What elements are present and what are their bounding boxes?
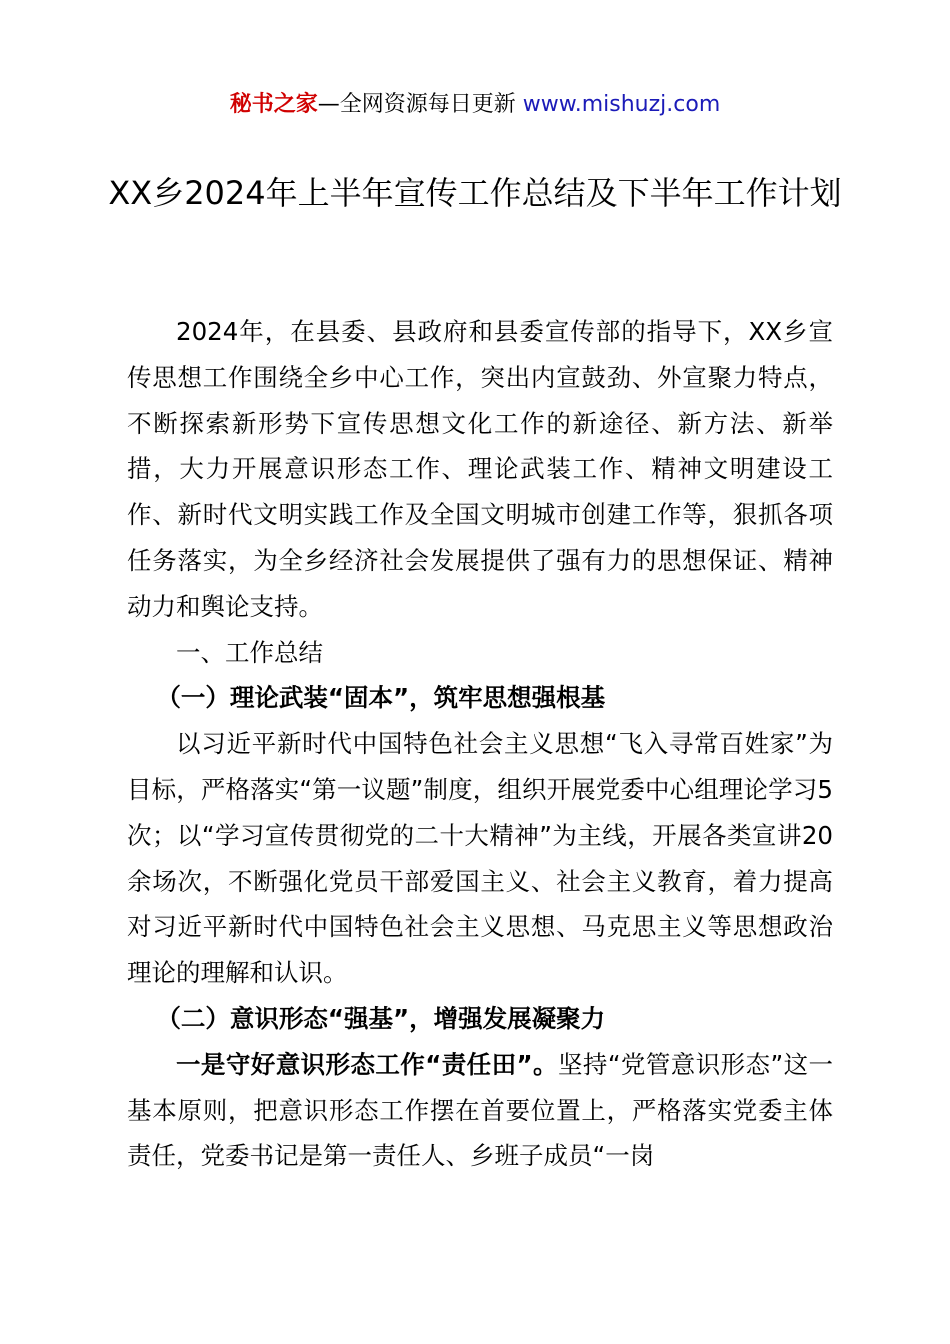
document-body (127, 309, 833, 1179)
ideology-lead: 一是守好意识形态工作“责任田”。 (176, 1049, 558, 1079)
ideology-text: 坚持“党管意识形态”这一基本原则，把意识形态工作摆在首要位置上，严格落实党委主体责任，党委书记是第一责任人、乡班子成员“一岗 (127, 1049, 834, 1171)
intro-paragraph: 2024年，在县委、县政府和县委宣传部的指导下，XX乡宣传思想工作围绕全乡中心工作，突出内宣鼓劲、外宣聚力特点，不断探索新形势下宣传思想文化工作的新途径、新方法、新举措，大力开展意识形态工作、理论武装工作、精神文明建设工作、新时代文明实践工作及全国文明城市创建工作等，狠抓各项任务落实，为全乡经济社会发展提供了强有力的思想保证、精神动力和舆论支持。 (127, 317, 833, 621)
site-url-link[interactable]: www.mishuzj.com (522, 92, 721, 117)
site-brand: 秘书之家 (229, 92, 318, 117)
theory-paragraph: 以习近平新时代中国特色社会主义思想“飞入寻常百姓家”为目标，严格落实“第一议题”制度，组织开展党委中心组理论学习5次；以“学习宣传贯彻党的二十大精神”为主线，开展各类宣讲20余场次，不断强化党员干部爱国主义、社会主义教育，着力提高对习近平新时代中国特色社会主义思想、马克思主义等思想政治理论的理解和认识。 (127, 729, 833, 988)
site-tagline: —全网资源每日更新 (317, 92, 523, 117)
document-title: XX乡2024年上半年宣传工作总结及下半年工作计划 (108, 174, 842, 212)
subsection-heading-ideology: （二）意识形态“强基”，增强发展凝聚力 (156, 1003, 606, 1033)
section-heading-work-summary: 一、工作总结 (176, 637, 323, 667)
ideology-paragraph (127, 1042, 833, 1179)
site-header (0, 89, 950, 121)
subsection-heading-theory: （一）理论武装“固本”，筑牢思想强根基 (156, 683, 606, 713)
